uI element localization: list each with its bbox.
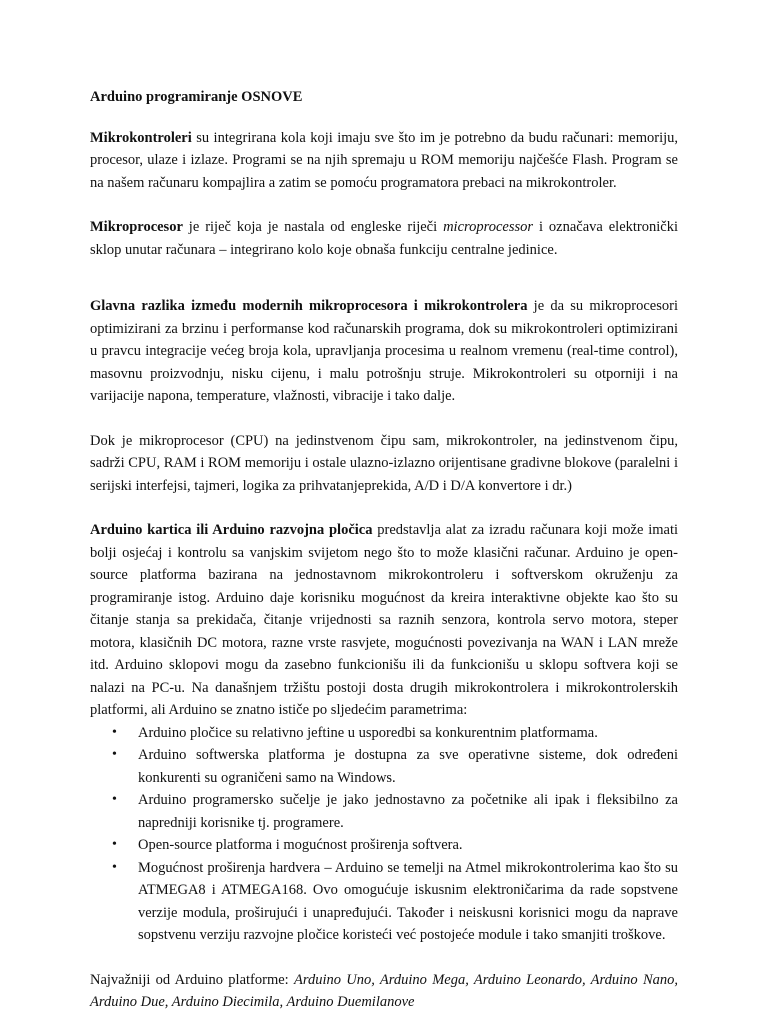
paragraph-mikroprocesor — [90, 216, 678, 261]
list-item: • Mogućnost proširenja hardvera – Arduino se temelji na Atmel mikrokontrolerima kao što su ATMEGA8 i ATMEGA168. Ovo omogućuje iskusnim elektroničarima da rade sopstvene verzije modula, proširujući i unapređujući. Također i neiskusni korisnici mogu da naprave sopstvenu verziju razvojne pločice koristeći već postojeće module i tako smanjiti troškove. — [138, 857, 678, 947]
paragraph-text: Najvažniji od Arduino platforme: — [90, 971, 294, 988]
paragraph-platforme — [90, 969, 678, 1014]
bullet-icon: • — [112, 724, 117, 740]
paragraph-razlika — [90, 295, 678, 408]
document-title: Arduino programiranje OSNOVE — [90, 89, 303, 105]
list-item: • Arduino pločice su relativno jeftine u usporedbi sa konkurentnim platformama. — [138, 722, 678, 745]
paragraph-text: i označava elektronički sklop unutar računara – integrirano kolo koje obnaša funkciju centralne jedinice. — [90, 219, 678, 258]
paragraph-arduino-kartica — [90, 519, 678, 722]
list-item: • Arduino softwerska platforma je dostupna za sve operativne sisteme, dok određeni konkurenti su ograničeni samo na Windows. — [138, 744, 678, 789]
platform-list: Arduino Uno, Arduino Mega, Arduino Leonardo, Arduino Nano, Arduino Due, Arduino Diecimila, Arduino Duemilanove — [90, 971, 678, 1010]
italic-term: microprocessor — [443, 219, 534, 235]
paragraph-text: Dok je mikroprocesor (CPU) na jedinstvenom čipu sam, mikrokontroler, na jedinstvenom čipu, sadrži CPU, RAM i ROM memoriju i ostale ulazno-izlazno orijentisane gradivne blokove (paralelni i serijski interfejsi, tajmeri, logika za prihvatanjeprekida, A/D i D/A konvertore i dr.) — [90, 432, 678, 494]
bullet-icon: • — [112, 837, 117, 852]
term-razlika: Glavna razlika između modernih mikroprocesora i mikrokontrolera — [90, 298, 528, 314]
term-arduino-kartica: Arduino kartica ili Arduino razvojna pločica — [90, 522, 373, 538]
term-mikrokontroleri: Mikrokontroleri — [90, 129, 192, 146]
paragraph-cpu — [90, 430, 678, 498]
paragraph-text: predstavlja alat za izradu računara koji može imati bolji osjećaj i kontrolu sa vanjskim svijetom nego što to može klasični računar. Arduino je open-source platforma bazirana na jednostavnom mikrokontroleru i softverskom okruženju za programiranje istog. Arduino daje korisniku mogućnost da kreira interaktivne objekte kao što su čitanje stanja sa prekidača, čitanje vrijednosti sa raznih senzora, kontrola servo motora, steper motora, klasičnih DC motora, razne vrste rasvjete, mogućnosti povezivanja na WAN i LAN mreže itd. Arduino sklopovi mogu da zasebno funkcionišu ili da funkcionišu u sklopu softvera koji se nalazi na PC-u. Na današnjem tržištu postoji dosta drugih mikrokontrolera i mikrokontrolerskih platformi, ali Arduino se znatno ističe po sljedećim parametrima: — [90, 522, 678, 718]
list-item: • Arduino programersko sučelje je jako jednostavno za početnike ali ipak i fleksibilno za napredniji korisnike tj. programere. — [138, 789, 678, 834]
bullet-icon: • — [112, 792, 117, 807]
paragraph-text: je riječ koja je nastala od engleske riječi — [182, 219, 444, 235]
term-mikroprocesor: Mikroprocesor — [90, 219, 183, 235]
bullet-icon: • — [112, 747, 117, 762]
paragraph-text: je da su mikroprocesori optimizirani za brzinu i performanse kod računarskih programa, dok su mikrokontroleri optimizirani u pravcu integracije većeg broja kola, upravljanja procesima u realnom vremenu (real-time control), masovnu proizvodnju, nisku cijenu, i malu potrošnju struje. Mikrokontroleri su otporniji i na varijacije napona, temperature, vlažnosti, vibracije i tako dalje. — [90, 298, 678, 404]
paragraph-text: su integrirana kola koji imaju sve što im je potrebno da budu računari: memoriju, procesor, ulaze i izlaze. Programi se na njih spremaju u ROM memoriju najčešće Flash. Program se na našem računaru kompajlira a zatim se pomoću programatora prebaci na mikrokontroler. — [90, 129, 678, 191]
paragraph-mikrokontroleri — [90, 127, 678, 195]
bullet-icon: • — [112, 859, 117, 875]
list-item: • Open-source platforma i mogućnost proširenja softvera. — [138, 834, 678, 857]
bullet-list — [90, 722, 678, 947]
